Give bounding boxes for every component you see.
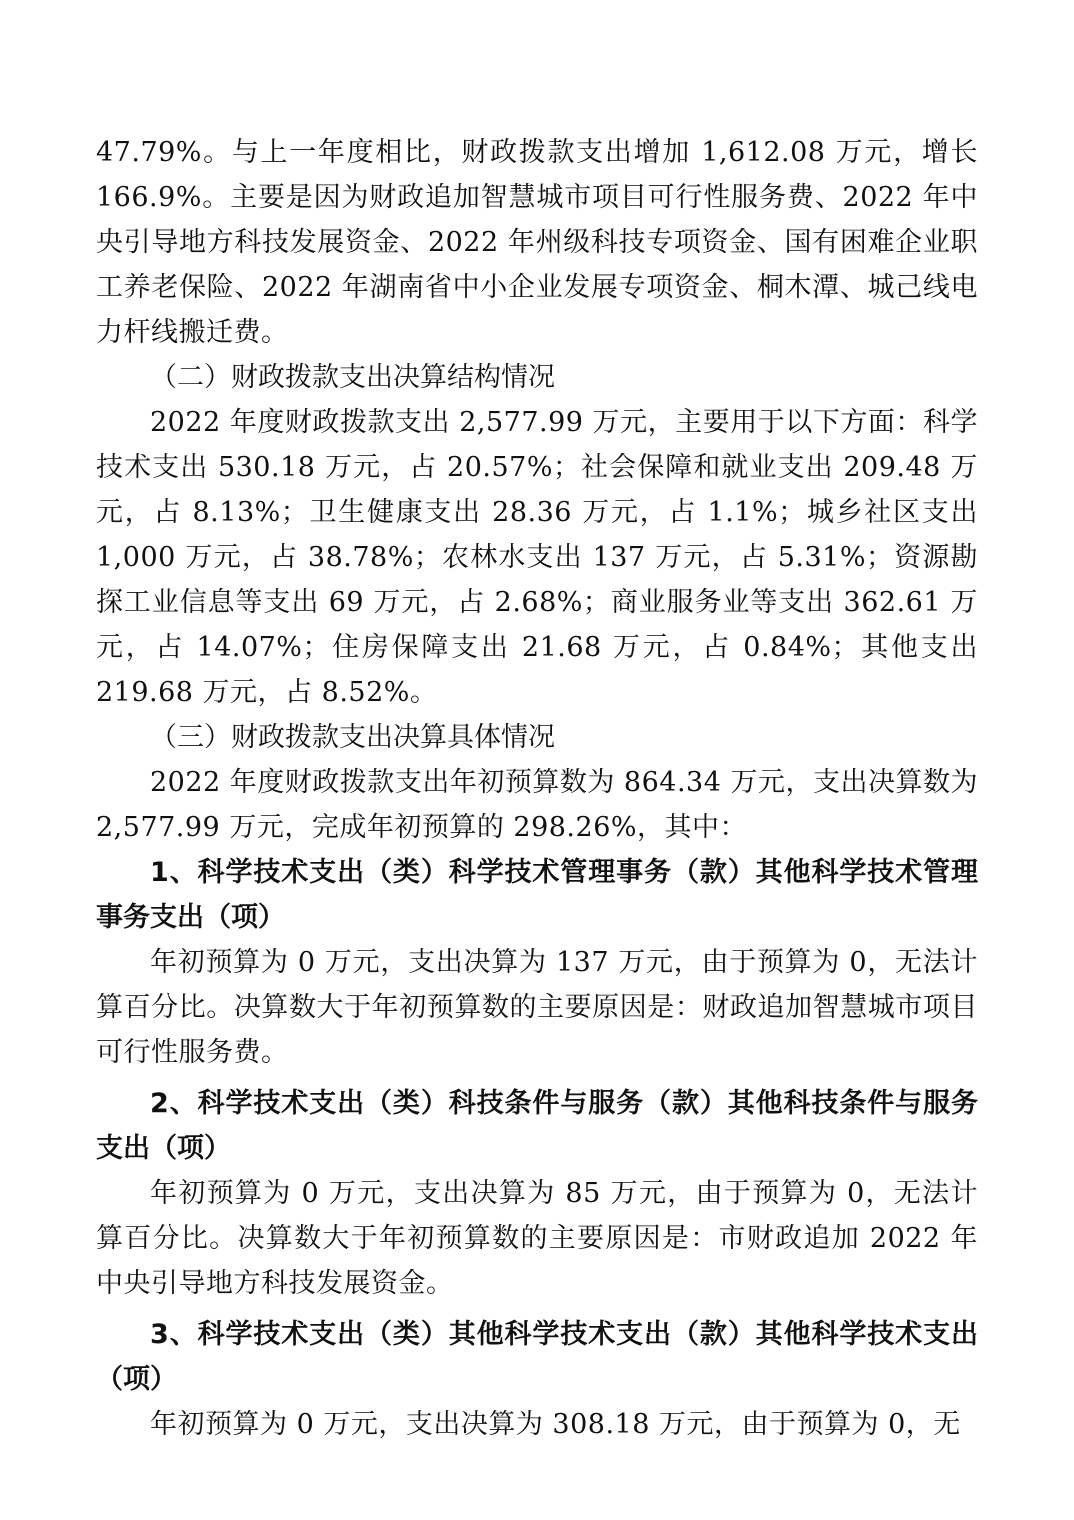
paragraph-detail: 2022 年度财政拨款支出年初预算数为 864.34 万元，支出决算数为 2,577.99 万元，完成年初预算的 298.26%，其中： (96, 767, 978, 843)
heading-item-3: 3、科学技术支出（类）其他科学技术支出（款）其他科学技术支出（项） (96, 1319, 978, 1395)
paragraph-structure: 2022 年度财政拨款支出 2,577.99 万元，主要用于以下方面：科学技术支出 530.18 万元，占 20.57%；社会保障和就业支出 209.48 万元，占 8.13%；卫生健康支出 28.36 万元，占 1.1%；城乡社区支出 1,000 万元，占 38.78%；农林水支出 137 万元，占 5.31%；资源勘探工业信息等支出 69 万元，占 2.68%；商业服务业等支出 362.61 万元，占 14.07%；住房保障支出 21.68 万元，占 0.84%；其他支出 219.68 万元，占 8.52%。 (96, 407, 978, 708)
heading-item-1: 1、科学技术支出（类）科学技术管理事务（款）其他科学技术管理事务支出（项） (96, 857, 978, 933)
heading-structure: （二）财政拨款支出决算结构情况 (150, 362, 555, 393)
document-page (96, 130, 978, 1447)
paragraph-item-3: 年初预算为 0 万元，支出决算为 308.18 万元，由于预算为 0，无 (150, 1409, 961, 1440)
paragraph-item-1: 年初预算为 0 万元，支出决算为 137 万元，由于预算为 0，无法计算百分比。决算数大于年初预算数的主要原因是：财政追加智慧城市项目可行性服务费。 (96, 947, 978, 1068)
paragraph-item-2: 年初预算为 0 万元，支出决算为 85 万元，由于预算为 0，无法计算百分比。决算数大于年初预算数的主要原因是：市财政追加 2022 年中央引导地方科技发展资金。 (96, 1178, 978, 1299)
heading-detail: （三）财政拨款支出决算具体情况 (150, 722, 555, 753)
paragraph-intro: 47.79%。与上一年度相比，财政拨款支出增加 1,612.08 万元，增长 166.9%。主要是因为财政追加智慧城市项目可行性服务费、2022 年中央引导地方科技发展资金、2022 年州级科技专项资金、国有困难企业职工养老保险、2022 年湖南省中小企业发展专项资金、桐木潭、城己线电力杆线搬迁费。 (96, 137, 978, 348)
heading-item-2: 2、科学技术支出（类）科技条件与服务（款）其他科技条件与服务支出（项） (96, 1088, 978, 1164)
